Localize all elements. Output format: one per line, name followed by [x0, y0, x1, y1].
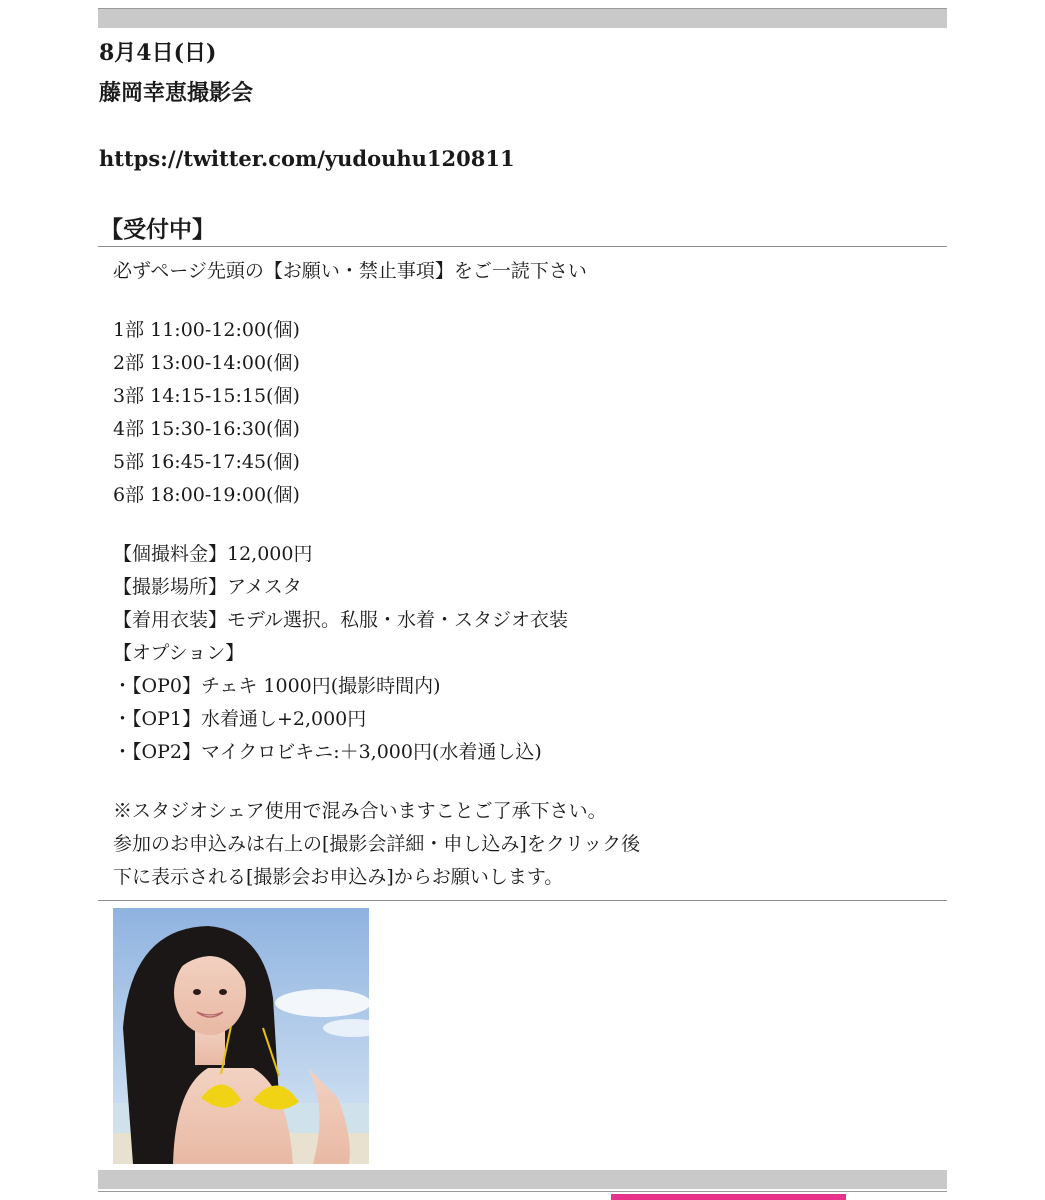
footer-note: ※スタジオシェア使用で混み合いますことご了承下さい。 — [113, 800, 607, 822]
footer-note: 参加のお申込みは右上の[撮影会詳細・申し込み]をクリック後 — [113, 833, 641, 855]
session-item: 5部 16:45-17:45(個) — [113, 451, 300, 473]
session-item: 3部 14:15-15:15(個) — [113, 385, 300, 407]
event-title: 藤岡幸恵撮影会 — [99, 80, 254, 106]
bottom-divider — [98, 1191, 947, 1192]
section-divider — [98, 900, 947, 901]
accent-bar — [611, 1194, 846, 1200]
bottom-bar — [98, 1170, 947, 1189]
session-item: 2部 13:00-14:00(個) — [113, 352, 300, 374]
option-item: ・【OP1】水着通し+2,000円 — [113, 708, 367, 730]
session-item: 1部 11:00-12:00(個) — [113, 319, 300, 341]
option-item: ・【OP2】マイクロビキニ:＋3,000円(水着通し込) — [113, 741, 542, 763]
options-heading: 【オプション】 — [113, 642, 245, 664]
session-item: 6部 18:00-19:00(個) — [113, 484, 300, 506]
section-divider — [98, 246, 947, 247]
location-text: 【撮影場所】アメスタ — [113, 576, 302, 598]
notice-text: 必ずページ先頭の【お願い・禁止事項】をご一読下さい — [113, 260, 587, 282]
status-label: 【受付中】 — [100, 216, 215, 243]
top-header-bar — [98, 8, 947, 28]
footer-note: 下に表示される[撮影会お申込み]からお願いします。 — [113, 866, 564, 888]
fee-text: 【個撮料金】12,000円 — [113, 543, 313, 565]
option-item: ・【OP0】チェキ 1000円(撮影時間内) — [113, 675, 441, 697]
costume-text: 【着用衣装】モデル選択。私服・水着・スタジオ衣装 — [113, 609, 569, 631]
twitter-link[interactable]: https://twitter.com/yudouhu120811 — [99, 146, 515, 171]
event-details — [113, 255, 933, 894]
session-item: 4部 15:30-16:30(個) — [113, 418, 300, 440]
event-date: 8月4日(日) — [99, 40, 217, 66]
model-photo — [113, 908, 369, 1164]
